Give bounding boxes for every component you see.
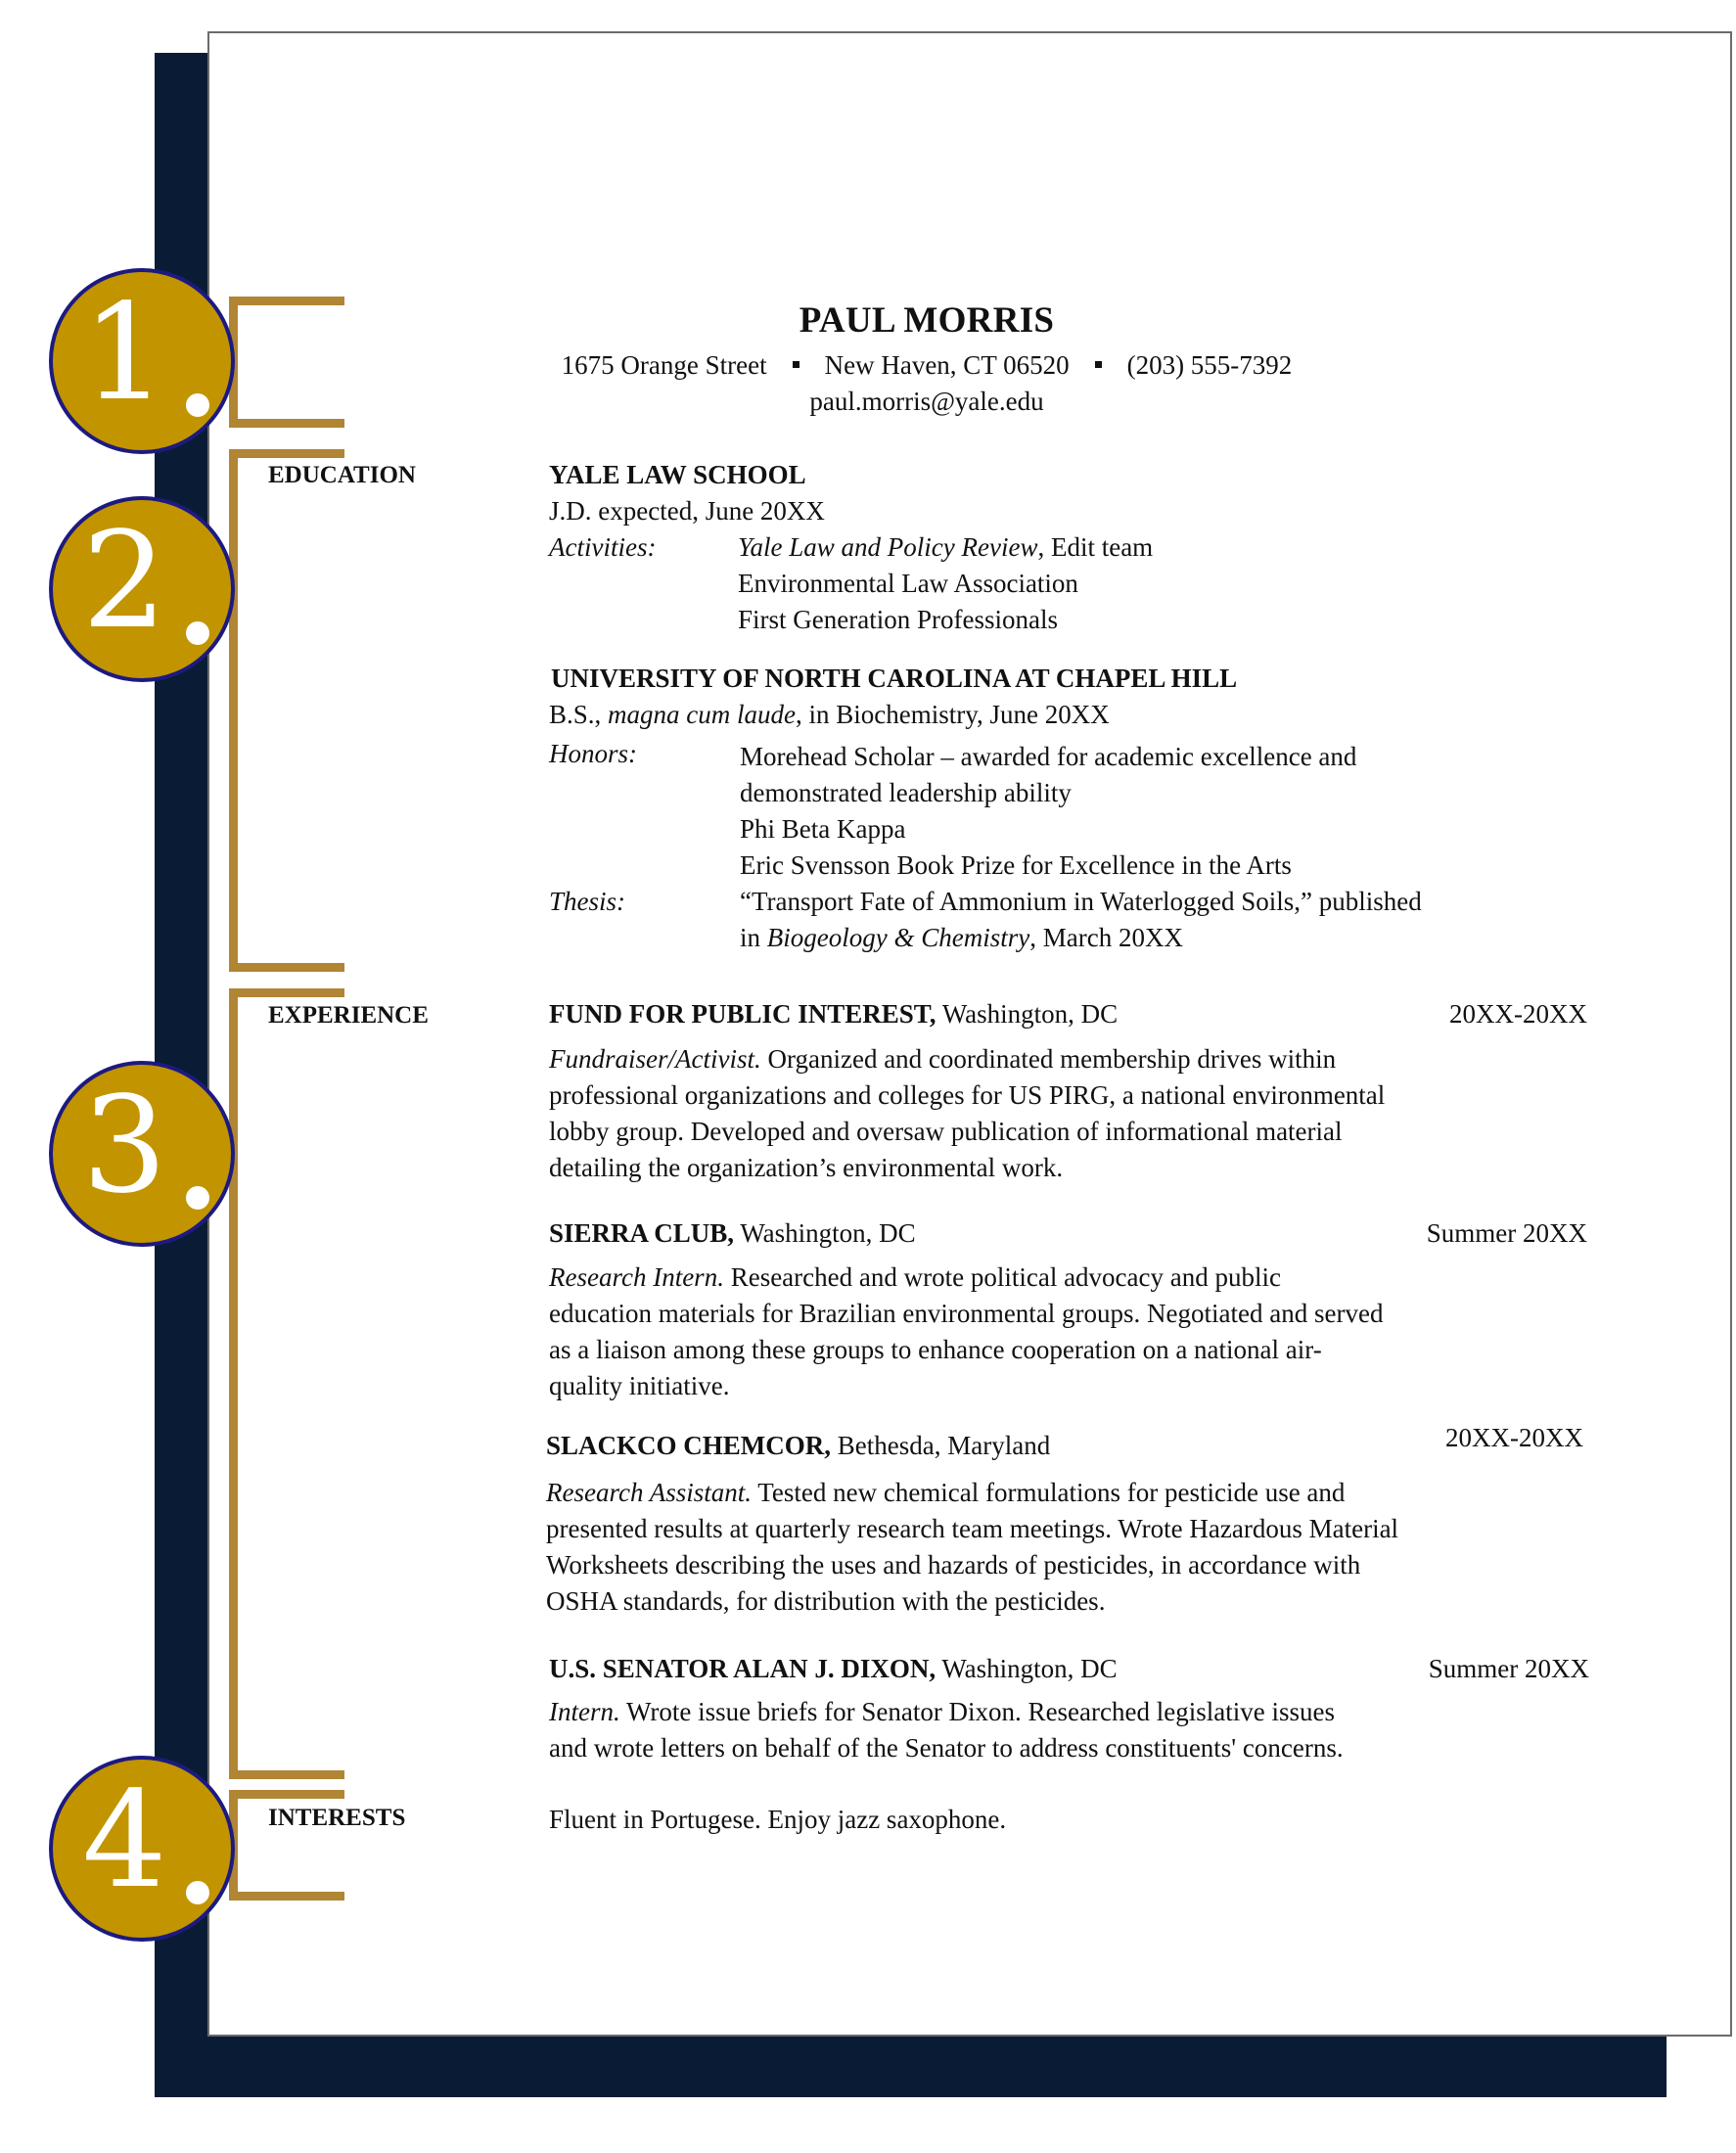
marker-number: 1	[82, 276, 167, 431]
separator-icon	[1095, 361, 1102, 368]
activity-item: Environmental Law Association	[738, 569, 1078, 598]
marker-circle-3	[49, 1061, 235, 1247]
job-desc-line: Fundraiser/Activist. Organized and coordinated membership drives within	[549, 1044, 1337, 1074]
marker-dot-icon	[186, 1881, 209, 1904]
section-label-experience: EXPERIENCE	[268, 1002, 429, 1029]
marker-circle-2	[49, 496, 235, 682]
section-label-education: EDUCATION	[268, 462, 416, 488]
job-desc-line: Research Intern. Researched and wrote political advocacy and public	[549, 1262, 1281, 1292]
honor-item: demonstrated leadership ability	[740, 778, 1072, 807]
activities-label: Activities:	[549, 532, 657, 562]
bracket-education	[229, 449, 344, 972]
thesis-label: Thesis:	[549, 887, 626, 916]
job-heading: U.S. SENATOR ALAN J. DIXON, Washington, DC	[549, 1654, 1118, 1683]
phone: (203) 555-7392	[1126, 350, 1293, 380]
job-desc-line: education materials for Brazilian environmental groups. Negotiated and served	[549, 1299, 1384, 1328]
job-heading: SIERRA CLUB, Washington, DC	[549, 1218, 916, 1248]
honor-item: Morehead Scholar – awarded for academic excellence and	[740, 742, 1357, 771]
job-heading: FUND FOR PUBLIC INTEREST, Washington, DC	[549, 999, 1119, 1029]
honor-item: Eric Svensson Book Prize for Excellence in the Arts	[740, 850, 1292, 880]
interests-text: Fluent in Portugese. Enjoy jazz saxophone.	[549, 1805, 1007, 1834]
job-desc-line: detailing the organization’s environmental work.	[549, 1153, 1064, 1182]
marker-dot-icon	[186, 1186, 209, 1210]
honor-item: Phi Beta Kappa	[740, 814, 906, 844]
marker-dot-icon	[186, 393, 209, 417]
job-desc-line: Intern. Wrote issue briefs for Senator Dixon. Researched legislative issues	[549, 1697, 1335, 1726]
job-desc-line: lobby group. Developed and oversaw publication of informational material	[549, 1117, 1343, 1146]
job-desc-line: and wrote letters on behalf of the Senator to address constituents' concerns.	[549, 1733, 1344, 1763]
applicant-name: PAUL MORRIS	[799, 300, 1055, 341]
job-dates: 20XX-20XX	[1445, 1423, 1583, 1452]
contact-line	[207, 347, 1646, 384]
job-desc-line: as a liaison among these groups to enhance cooperation on a national air-	[549, 1335, 1322, 1364]
email[interactable]: paul.morris@yale.edu	[809, 387, 1044, 416]
job-desc-line: Research Assistant. Tested new chemical formulations for pesticide use and	[546, 1478, 1346, 1507]
degree: J.D. expected, June 20XX	[549, 496, 825, 526]
separator-icon	[793, 361, 799, 368]
city: New Haven, CT 06520	[824, 350, 1070, 380]
degree: B.S., magna cum laude, in Biochemistry, June 20XX	[549, 700, 1110, 729]
marker-circle-4	[49, 1756, 235, 1942]
job-desc-line: OSHA standards, for distribution with the pesticides.	[546, 1586, 1106, 1616]
job-desc-line: Worksheets describing the uses and hazards of pesticides, in accordance with	[546, 1550, 1361, 1580]
activity-item: First Generation Professionals	[738, 605, 1058, 634]
thesis-publication: in Biogeology & Chemistry, March 20XX	[740, 923, 1183, 952]
honors-label: Honors:	[549, 739, 638, 768]
job-desc-line: professional organizations and colleges for US PIRG, a national environmental	[549, 1080, 1386, 1110]
address: 1675 Orange Street	[561, 350, 767, 380]
job-dates: 20XX-20XX	[1449, 999, 1587, 1029]
job-dates: Summer 20XX	[1428, 1654, 1589, 1683]
section-label-interests: INTERESTS	[268, 1805, 406, 1831]
activity-item: Yale Law and Policy Review, Edit team	[738, 532, 1154, 562]
school-name: UNIVERSITY OF NORTH CAROLINA AT CHAPEL HILL	[551, 664, 1238, 693]
marker-number: 2	[82, 504, 167, 659]
job-dates: Summer 20XX	[1426, 1218, 1587, 1248]
job-desc-line: presented results at quarterly research team meetings. Wrote Hazardous Material	[546, 1514, 1399, 1543]
job-desc-line: quality initiative.	[549, 1371, 730, 1400]
bracket-experience	[229, 988, 344, 1779]
school-name: YALE LAW SCHOOL	[549, 460, 806, 489]
thesis-title: “Transport Fate of Ammonium in Waterlogged Soils,” published	[740, 887, 1422, 916]
marker-number: 4	[82, 1764, 167, 1918]
job-heading: SLACKCO CHEMCOR, Bethesda, Maryland	[546, 1431, 1051, 1460]
marker-dot-icon	[186, 621, 209, 645]
marker-number: 3	[82, 1069, 167, 1223]
